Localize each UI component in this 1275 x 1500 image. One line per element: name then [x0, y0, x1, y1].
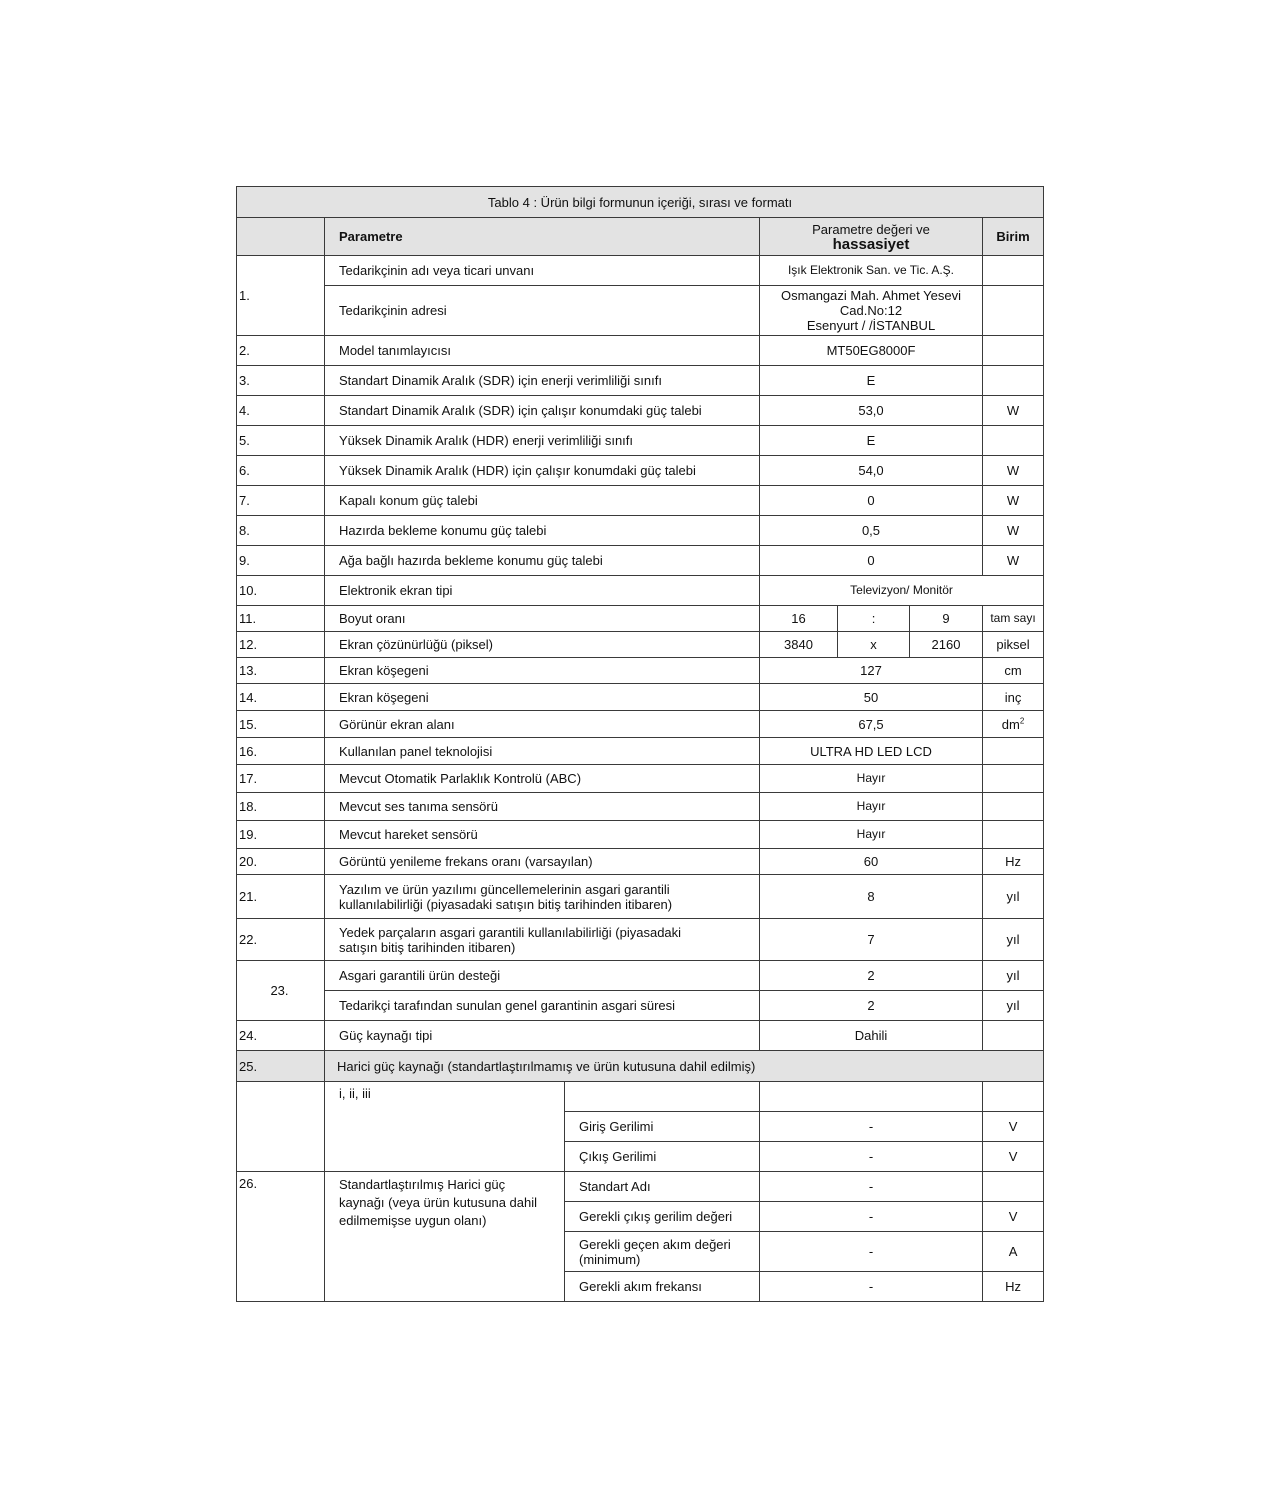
row-unit: inç [983, 684, 1044, 711]
row-value: 8 [760, 875, 983, 919]
aspect-separator: : [838, 606, 910, 632]
row-unit: V [983, 1202, 1044, 1232]
row-parameter: Standart Dinamik Aralık (SDR) için enerji verimliliği sınıfı [325, 366, 760, 396]
row-number: 20. [237, 849, 325, 875]
sub-label [565, 1232, 760, 1272]
row-unit: yıl [983, 991, 1044, 1021]
row-value: Dahili [760, 1021, 983, 1051]
table-row [237, 711, 1044, 738]
row-parameter: Ekran çözünürlüğü (piksel) [325, 632, 760, 658]
table-row [237, 684, 1044, 711]
row-parameter: Model tanımlayıcısı [325, 336, 760, 366]
product-info-table [236, 186, 1044, 1302]
sub-label-line: Gerekli geçen akım değeri [579, 1236, 731, 1252]
row-unit [983, 336, 1044, 366]
row-value: Hayır [760, 765, 983, 793]
table-row [237, 738, 1044, 765]
row-value: - [760, 1112, 983, 1142]
row-value: - [760, 1142, 983, 1172]
row-number: 21. [237, 875, 325, 919]
row-value: 0 [760, 546, 983, 576]
table-row [237, 793, 1044, 821]
row-number: 15. [237, 711, 325, 738]
row-number: 25. [237, 1051, 325, 1082]
row-parameter: Yüksek Dinamik Aralık (HDR) için çalışır konumdaki güç talebi [325, 456, 760, 486]
row-unit: Hz [983, 849, 1044, 875]
row-parameter: Ağa bağlı hazırda bekleme konumu güç talebi [325, 546, 760, 576]
parameter-line: satışın bitiş tarihinden itibaren) [339, 939, 516, 955]
table-row [237, 256, 1044, 286]
row-parameter: Standart Dinamik Aralık (SDR) için çalışır konumdaki güç talebi [325, 396, 760, 426]
row-value [760, 1082, 983, 1112]
row-number: 13. [237, 658, 325, 684]
row-number: 14. [237, 684, 325, 711]
row-unit [983, 821, 1044, 849]
row-number: 7. [237, 486, 325, 516]
header-value [760, 218, 983, 256]
table-row [237, 286, 1044, 336]
row-value: 2 [760, 991, 983, 1021]
row-value: 7 [760, 919, 983, 961]
table-row [237, 875, 1044, 919]
table-row [237, 658, 1044, 684]
row-number: 1. [237, 256, 325, 336]
row-parameter: Boyut oranı [325, 606, 760, 632]
row-unit [983, 711, 1044, 738]
row-parameter: Ekran köşegeni [325, 658, 760, 684]
row-value: - [760, 1172, 983, 1202]
row-parameter: Asgari garantili ürün desteği [325, 961, 760, 991]
header-unit: Birim [983, 218, 1044, 256]
row-value: Televizyon/ Monitör [760, 576, 1044, 606]
supplier-address [760, 286, 983, 336]
row-number: 3. [237, 366, 325, 396]
table-row [237, 1051, 1044, 1082]
row-parameter: Tedarikçinin adresi [325, 286, 760, 336]
row-unit: Hz [983, 1272, 1044, 1302]
row-parameter: Elektronik ekran tipi [325, 576, 760, 606]
table-row [237, 919, 1044, 961]
parameter-line: Yedek parçaların asgari garantili kullanılabilirliği (piyasadaki [339, 924, 682, 940]
row-unit: W [983, 516, 1044, 546]
row-number: 19. [237, 821, 325, 849]
sub-label [565, 1082, 760, 1112]
row-parameter: Kullanılan panel teknolojisi [325, 738, 760, 765]
row-unit [983, 765, 1044, 793]
row-number: 11. [237, 606, 325, 632]
row-unit: W [983, 456, 1044, 486]
aspect-height: 9 [910, 606, 983, 632]
row-unit [983, 1082, 1044, 1112]
row-unit: yıl [983, 961, 1044, 991]
table-row [237, 1021, 1044, 1051]
row-value: - [760, 1202, 983, 1232]
header-value-line2: hassasiyet [832, 235, 910, 253]
row-parameter [325, 919, 760, 961]
row-number: 22. [237, 919, 325, 961]
row-unit: tam sayı [983, 606, 1044, 632]
row-value: MT50EG8000F [760, 336, 983, 366]
address-line: Cad.No:12 [839, 303, 903, 318]
row-number: 16. [237, 738, 325, 765]
parameter-line: kullanılabilirliği (piyasadaki satışın bitiş tarihinden itibaren) [339, 896, 673, 912]
row-parameter: Mevcut hareket sensörü [325, 821, 760, 849]
row-parameter: Mevcut ses tanıma sensörü [325, 793, 760, 821]
table-row [237, 486, 1044, 516]
row-value: ULTRA HD LED LCD [760, 738, 983, 765]
row-value: E [760, 366, 983, 396]
resolution-height: 2160 [910, 632, 983, 658]
row-number: 9. [237, 546, 325, 576]
row-unit [983, 738, 1044, 765]
row-number: 26. [237, 1172, 325, 1302]
row-unit: yıl [983, 919, 1044, 961]
row-parameter: Güç kaynağı tipi [325, 1021, 760, 1051]
row-unit [983, 1021, 1044, 1051]
header-number-cell [237, 218, 325, 256]
row-value: 67,5 [760, 711, 983, 738]
row-unit: W [983, 486, 1044, 516]
row-number: 2. [237, 336, 325, 366]
row-value: - [760, 1232, 983, 1272]
row-unit [983, 286, 1044, 336]
row-value: Hayır [760, 793, 983, 821]
sub-label: Çıkış Gerilimi [565, 1142, 760, 1172]
row-value: 53,0 [760, 396, 983, 426]
row-unit: V [983, 1112, 1044, 1142]
table-row [237, 821, 1044, 849]
table-row [237, 576, 1044, 606]
row-value: Hayır [760, 821, 983, 849]
address-line: Esenyurt / /İSTANBUL [806, 318, 936, 333]
header-value-line1: Parametre değeri ve [812, 221, 930, 237]
table-row [237, 546, 1044, 576]
row-parameter: Görüntü yenileme frekans oranı (varsayılan) [325, 849, 760, 875]
row-value: 0,5 [760, 516, 983, 546]
table-row [237, 456, 1044, 486]
table-row [237, 849, 1044, 875]
table-row [237, 1082, 1044, 1112]
row-unit [983, 1172, 1044, 1202]
row-parameter: Görünür ekran alanı [325, 711, 760, 738]
row-value: 127 [760, 658, 983, 684]
row-parameter: Tedarikçinin adı veya ticari unvanı [325, 256, 760, 286]
table-row [237, 366, 1044, 396]
row-unit [983, 256, 1044, 286]
row-unit: W [983, 396, 1044, 426]
row-parameter: Yüksek Dinamik Aralık (HDR) enerji verimliliği sınıfı [325, 426, 760, 456]
row-value: 54,0 [760, 456, 983, 486]
table-row [237, 1172, 1044, 1202]
row-parameter: Hazırda bekleme konumu güç talebi [325, 516, 760, 546]
unit-superscript: 2 [1019, 716, 1025, 726]
table-row [237, 991, 1044, 1021]
row-number: 8. [237, 516, 325, 546]
row-parameter: Harici güç kaynağı (standartlaştırılmamış ve ürün kutusuna dahil edilmiş) [325, 1051, 1044, 1082]
row-value: Işık Elektronik San. ve Tic. A.Ş. [760, 256, 983, 286]
row-value: 60 [760, 849, 983, 875]
sub-label: Gerekli akım frekansı [565, 1272, 760, 1302]
row-number: 6. [237, 456, 325, 486]
sub-label-line: (minimum) [579, 1251, 641, 1267]
row-unit: V [983, 1142, 1044, 1172]
resolution-separator: x [838, 632, 910, 658]
row-number: 5. [237, 426, 325, 456]
parameter-line: Standartlaştırılmış Harici güç [339, 1177, 506, 1192]
row-parameter: Kapalı konum güç talebi [325, 486, 760, 516]
unit-text: dm [1001, 716, 1020, 732]
ext-psu-subitems-label: i, ii, iii [325, 1082, 565, 1172]
row-number [237, 1082, 325, 1172]
row-value: E [760, 426, 983, 456]
table-row [237, 632, 1044, 658]
row-number: 4. [237, 396, 325, 426]
table-row [237, 765, 1044, 793]
parameter-line: edilmemişse uygun olanı) [339, 1213, 487, 1228]
resolution-width: 3840 [760, 632, 838, 658]
table-title: Tablo 4 : Ürün bilgi formunun içeriği, sırası ve formatı [237, 187, 1044, 218]
parameter-line: Yazılım ve ürün yazılımı güncellemelerinin asgari garantili [339, 881, 670, 897]
row-number: 23. [237, 961, 325, 1021]
row-unit: piksel [983, 632, 1044, 658]
table-row [237, 426, 1044, 456]
table-row [237, 336, 1044, 366]
sub-label: Giriş Gerilimi [565, 1112, 760, 1142]
row-number: 18. [237, 793, 325, 821]
header-parameter: Parametre [325, 218, 760, 256]
row-value: - [760, 1272, 983, 1302]
row-number: 17. [237, 765, 325, 793]
row-parameter: Ekran köşegeni [325, 684, 760, 711]
table-row [237, 606, 1044, 632]
sub-label: Standart Adı [565, 1172, 760, 1202]
address-line: Osmangazi Mah. Ahmet Yesevi [781, 288, 961, 303]
row-unit [983, 793, 1044, 821]
table-row [237, 961, 1044, 991]
row-unit: yıl [983, 875, 1044, 919]
table-row [237, 396, 1044, 426]
row-value: 0 [760, 486, 983, 516]
row-parameter: Tedarikçi tarafından sunulan genel garantinin asgari süresi [325, 991, 760, 1021]
aspect-width: 16 [760, 606, 838, 632]
row-unit: W [983, 546, 1044, 576]
table-row [237, 516, 1044, 546]
row-unit: A [983, 1232, 1044, 1272]
row-parameter [325, 1172, 565, 1302]
row-unit: cm [983, 658, 1044, 684]
row-number: 10. [237, 576, 325, 606]
row-parameter: Mevcut Otomatik Parlaklık Kontrolü (ABC) [325, 765, 760, 793]
row-parameter [325, 875, 760, 919]
row-unit [983, 366, 1044, 396]
row-number: 12. [237, 632, 325, 658]
parameter-line: kaynağı (veya ürün kutusuna dahil [339, 1195, 538, 1210]
row-value: 50 [760, 684, 983, 711]
sub-label: Gerekli çıkış gerilim değeri [565, 1202, 760, 1232]
row-unit [983, 426, 1044, 456]
row-value: 2 [760, 961, 983, 991]
row-number: 24. [237, 1021, 325, 1051]
